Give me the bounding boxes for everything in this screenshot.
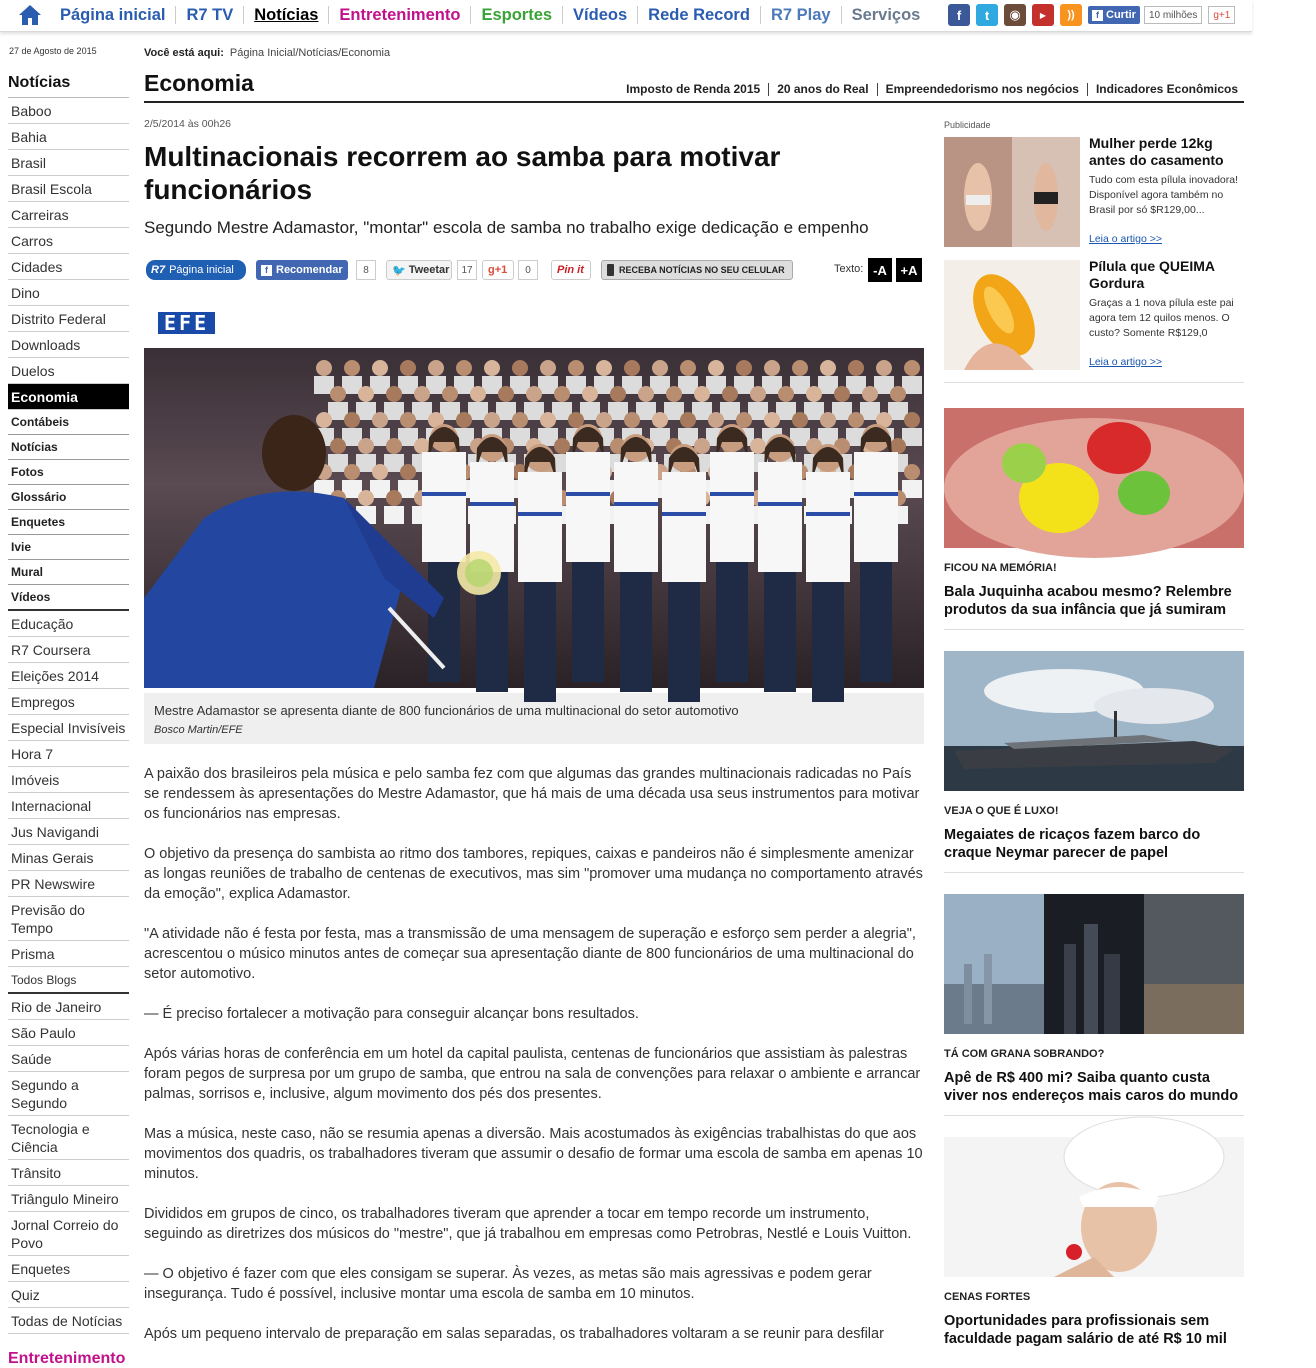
- gplus-count: 0: [518, 260, 538, 280]
- story-title[interactable]: Bala Juquinha acabou mesmo? Relembre produtos da sua infância que já sumiram: [944, 584, 1232, 618]
- article-body: [144, 764, 924, 1344]
- nav-item-r7-tv[interactable]: R7 TV: [176, 6, 244, 24]
- recommend-count: 8: [356, 260, 376, 280]
- ad-label: Publicidade: [944, 120, 991, 130]
- divider: [944, 382, 1244, 383]
- share-bar: [144, 260, 924, 284]
- sidebar-item-jus-navigandi[interactable]: Jus Navigandi: [8, 819, 129, 845]
- sidebar-item-jornal-correio-do-povo[interactable]: Jornal Correio do Povo: [8, 1212, 129, 1256]
- breadcrumb: [144, 47, 390, 59]
- story-image[interactable]: [944, 1137, 1244, 1277]
- sidebar-item-empregos[interactable]: Empregos: [8, 689, 129, 715]
- nav-item-servicos[interactable]: Serviços: [851, 6, 921, 24]
- divider: [944, 1115, 1244, 1116]
- r7-home-label: Página inicial: [169, 264, 234, 276]
- gplus-button[interactable]: g+1: [1208, 6, 1235, 24]
- story-image[interactable]: [944, 894, 1244, 1034]
- article-paragraph: A paixão dos brasileiros pela música e pelo samba fez com que algumas das grandes multinacionais radicadas no País se rendessem às apresentações do Mestre Adamastor, que há mais de uma década usa seus instrumentos para motivar os funcionários nas empresas.: [144, 766, 920, 822]
- article-paragraph: Mas a música, neste caso, não se resumia apenas a diversão. Mais acostumados às exigências trabalhistas do que aos movimentos dos quadris, os trabalhadores tiveram que assumir o desafio de formar uma escola de samba em apenas 10 minutos.: [144, 1126, 923, 1182]
- photo-credit: Bosco Martin/EFE: [154, 724, 243, 736]
- sidebar-item-r7-coursera[interactable]: R7 Coursera: [8, 637, 129, 663]
- ad-image[interactable]: [944, 137, 1080, 247]
- ad-image[interactable]: [944, 260, 1080, 370]
- nav-item-rede-record[interactable]: Rede Record: [638, 6, 761, 24]
- youtube-icon[interactable]: ▶: [1032, 4, 1054, 26]
- sidebar-item-prisma[interactable]: Prisma: [8, 941, 129, 967]
- ad-link[interactable]: Leia o artigo >>: [1089, 356, 1162, 368]
- section-divider: [144, 101, 1244, 103]
- sidebar-item-bahia[interactable]: Bahia: [8, 124, 129, 150]
- article-paragraph: Divididos em grupos de cinco, os trabalhadores tiveram que aprender a tocar em tempo recorde um instrumento, seguindo as diretrizes dos músicos do "mestre", que já trabalhou em empresas como Petrobras, Nestlé e Louis Vuitton.: [144, 1206, 912, 1242]
- sidebar-item-noticias[interactable]: Notícias: [8, 435, 129, 460]
- sidebar-item-previsao-do-tempo[interactable]: Previsão do Tempo: [8, 897, 129, 941]
- sidebar-item-economia[interactable]: Economia: [8, 384, 129, 410]
- right-column: [944, 120, 1244, 1348]
- story-title[interactable]: Megaiates de ricaços fazem barco do craque Neymar parecer de papel: [944, 827, 1201, 861]
- breadcrumb-path[interactable]: Página Inicial/Notícias/Economia: [229, 47, 391, 59]
- story-tag: CENAS FORTES: [944, 1291, 1031, 1303]
- main-menu: [50, 0, 930, 30]
- article-paragraph: O objetivo da presença do sambista ao ritmo dos tambores, repiques, caixas e pandeiros não é simplesmente amenizar as longas reuniões de trabalho de centenas de executivos, mas sim "promover uma mudança no comportamento através da emoção", explica Adamastor.: [144, 846, 923, 902]
- sidebar-item-saude[interactable]: Saúde: [8, 1046, 129, 1072]
- story-tag: FICOU NA MEMÓRIA!: [944, 562, 1057, 574]
- ad-item[interactable]: [944, 258, 1244, 376]
- sidebar-item-eleicoes-2014[interactable]: Eleições 2014: [8, 663, 129, 689]
- tweet-count: 17: [457, 260, 477, 280]
- section-link-empreendedorismo-nos-negocios[interactable]: Empreendedorismo nos negócios: [878, 83, 1088, 96]
- sidebar-item-carreiras[interactable]: Carreiras: [8, 202, 129, 228]
- article-paragraph: "A atividade não é festa por festa, mas a transmissão de uma mensagem de superação e esforço sem perder a alegria", acrescentou o músico minutos antes de começar sua apresentação diante de 800 funcionários de uma multinacional do setor automotivo.: [144, 926, 916, 982]
- ad-title[interactable]: Pílula que QUEIMA Gordura: [1089, 258, 1215, 291]
- sidebar-item-duelos[interactable]: Duelos: [8, 358, 129, 384]
- gplus-label: +1: [494, 264, 508, 276]
- gplus-icon: g: [488, 264, 495, 276]
- tweet-label: Tweetar: [408, 264, 450, 276]
- pinit-button[interactable]: Pin it: [551, 260, 591, 280]
- caption-text: Mestre Adamastor se apresenta diante de 800 funcionários de uma multinacional do setor automotivo: [154, 703, 739, 718]
- sidebar-item-downloads[interactable]: Downloads: [8, 332, 129, 358]
- sidebar-list-3: [8, 994, 129, 1334]
- nav-item-r7-play[interactable]: R7 Play: [761, 6, 842, 24]
- ad-description: Graças a 1 nova pílula este pai agora tem 12 quilos menos. O custo? Somente R$129,0: [1089, 297, 1234, 339]
- story-tag: TÁ COM GRANA SOBRANDO?: [944, 1048, 1105, 1060]
- sidebar-item-educacao[interactable]: Educação: [8, 611, 129, 637]
- sidebar-item-contabeis[interactable]: Contábeis: [8, 410, 129, 435]
- sidebar-item-minas-gerais[interactable]: Minas Gerais: [8, 845, 129, 871]
- social-links: [948, 4, 1235, 26]
- text-size-label: Texto:: [834, 263, 864, 275]
- sidebar-item-tecnologia-e-ciencia[interactable]: Tecnologia e Ciência: [8, 1116, 129, 1160]
- nav-item-noticias[interactable]: Notícias: [244, 6, 329, 24]
- sidebar-item-enquetes[interactable]: Enquetes: [8, 510, 129, 535]
- sidebar-item-baboo[interactable]: Baboo: [8, 98, 129, 124]
- twitter-bird-icon: 🐦: [392, 264, 406, 277]
- article-paragraph: — O objetivo é fazer com que eles consigam se superar. Às vezes, as metas são mais agressivas e podem gerar insegurança. Tudo é possível, inclusive montar uma escola de samba em 10 minutos.: [144, 1266, 872, 1302]
- story-image[interactable]: [944, 408, 1244, 548]
- sidebar-item-especial-invisiveis[interactable]: Especial Invisíveis: [8, 715, 129, 741]
- ad-item[interactable]: [944, 135, 1244, 253]
- sidebar-item-pr-newswire[interactable]: PR Newswire: [8, 871, 129, 897]
- section-title[interactable]: Economia: [144, 70, 254, 96]
- sidebar-item-enquetes[interactable]: Enquetes: [8, 1256, 129, 1282]
- divider: [944, 629, 1244, 630]
- sidebar-item-sao-paulo[interactable]: São Paulo: [8, 1020, 129, 1046]
- twitter-icon[interactable]: t: [976, 4, 998, 26]
- phone-icon: [607, 264, 614, 276]
- story-card[interactable]: [944, 651, 1244, 873]
- sidebar-item-distrito-federal[interactable]: Distrito Federal: [8, 306, 129, 332]
- article-title: Multinacionais recorrem ao samba para motivar funcionários: [144, 141, 781, 205]
- article-paragraph: Após um pequeno intervalo de preparação em salas separadas, os trabalhadores voltaram a se reunir para desfilar: [144, 1326, 884, 1342]
- sidebar-item-glossario[interactable]: Glossário: [8, 485, 129, 510]
- r7-logo-icon: R7: [151, 264, 166, 276]
- left-sidebar: [8, 74, 129, 1368]
- sidebar-item-rio-de-janeiro[interactable]: Rio de Janeiro: [8, 994, 129, 1020]
- sidebar-item-triangulo-mineiro[interactable]: Triângulo Mineiro: [8, 1186, 129, 1212]
- article-photo[interactable]: [144, 348, 924, 688]
- ad-title[interactable]: Mulher perde 12kg antes do casamento: [1089, 135, 1224, 168]
- sidebar-item-carros[interactable]: Carros: [8, 228, 129, 254]
- ad-description: Tudo com esta pílula inovadora! Disponível agora também no Brasil por só $R129,00...: [1089, 174, 1239, 216]
- article-lead: Segundo Mestre Adamastor, "montar" escola de samba no trabalho exige dedicação e empenho: [144, 218, 869, 237]
- nav-item-entretenimento[interactable]: Entretenimento: [329, 6, 471, 24]
- article-paragraph: Após várias horas de conferência em um hotel da capital paulista, centenas de funcionários que assistiam às palestras foram pegos de surpresa por um grupo de samba, que entrou na sala de convenções para relaxar o ambiente e arrancar palmas, sorrisos e, inclusive, algum movimento dos pés dos presentes.: [144, 1046, 921, 1102]
- story-image[interactable]: [944, 651, 1244, 791]
- sidebar-list: [8, 98, 129, 384]
- mobile-news-button[interactable]: [601, 260, 793, 280]
- story-title[interactable]: Oportunidades para profissionais sem faculdade pagam salário de até R$ 10 mil: [944, 1313, 1227, 1347]
- sidebar-item-hora-7[interactable]: Hora 7: [8, 741, 129, 767]
- rss-icon[interactable]: )): [1060, 4, 1082, 26]
- efe-logo-text: EFE: [158, 312, 215, 334]
- font-increase-button[interactable]: +A: [896, 258, 922, 282]
- article: [144, 118, 924, 1364]
- story-card[interactable]: [944, 1137, 1244, 1348]
- instagram-icon[interactable]: ◉: [1004, 4, 1026, 26]
- sidebar-item-quiz[interactable]: Quiz: [8, 1282, 129, 1308]
- ad-link[interactable]: Leia o artigo >>: [1089, 233, 1162, 245]
- current-date: 27 de Agosto de 2015: [9, 46, 97, 56]
- sidebar-item-cidades[interactable]: Cidades: [8, 254, 129, 280]
- gplus-share-button[interactable]: [482, 260, 514, 280]
- recommend-label: Recomendar: [276, 264, 343, 276]
- agency-logo: [144, 312, 924, 336]
- nav-item-pagina-inicial[interactable]: Página inicial: [50, 6, 176, 24]
- section-links: [618, 83, 1244, 96]
- sidebar-item-internacional[interactable]: Internacional: [8, 793, 129, 819]
- sidebar-sublist: [8, 410, 129, 611]
- sidebar-section-entretenimento[interactable]: Entretenimento: [8, 1350, 126, 1367]
- facebook-like-button[interactable]: [1088, 6, 1140, 24]
- r7-home-button[interactable]: [146, 260, 246, 280]
- story-title[interactable]: Apê de R$ 400 mi? Saiba quanto custa viver nos endereços mais caros do mundo: [944, 1070, 1239, 1104]
- article-paragraph: — É preciso fortalecer a motivação para conseguir alcançar bons resultados.: [144, 1006, 639, 1022]
- font-decrease-button[interactable]: -A: [868, 258, 892, 282]
- sidebar-item-todos-blogs[interactable]: Todos Blogs: [8, 967, 129, 994]
- nav-item-esportes[interactable]: Esportes: [471, 6, 563, 24]
- section-link-indicadores-economicos[interactable]: Indicadores Econômicos: [1095, 82, 1238, 96]
- article-datetime: 2/5/2014 às 00h26: [144, 118, 231, 130]
- story-tag: VEJA O QUE É LUXO!: [944, 805, 1059, 817]
- sidebar-item-imoveis[interactable]: Imóveis: [8, 767, 129, 793]
- home-icon[interactable]: [18, 4, 42, 26]
- sidebar-item-todas-de-noticias[interactable]: Todas de Notícias: [8, 1308, 129, 1334]
- story-card[interactable]: [944, 408, 1244, 630]
- sidebar-list-2: [8, 611, 129, 967]
- story-card[interactable]: [944, 894, 1244, 1116]
- sidebar-item-fotos[interactable]: Fotos: [8, 460, 129, 485]
- nav-item-videos[interactable]: Vídeos: [563, 6, 638, 24]
- breadcrumb-label: Você está aqui:: [144, 47, 224, 59]
- section-link-20-anos-do-real[interactable]: 20 anos do Real: [769, 83, 877, 96]
- sidebar-item-dino[interactable]: Dino: [8, 280, 129, 306]
- likes-count: 10 milhões: [1144, 6, 1202, 24]
- facebook-icon[interactable]: f: [948, 4, 970, 26]
- sidebar-item-mural[interactable]: Mural: [8, 560, 129, 585]
- recommend-button[interactable]: [256, 260, 348, 280]
- sidebar-item-videos[interactable]: Vídeos: [8, 585, 129, 611]
- tweet-button[interactable]: [386, 260, 452, 280]
- sidebar-item-segundo-a-segundo[interactable]: Segundo a Segundo: [8, 1072, 129, 1116]
- divider: [944, 872, 1244, 873]
- sidebar-item-ivie[interactable]: Ivie: [8, 535, 129, 560]
- facebook-icon: f: [261, 265, 272, 276]
- sidebar-item-brasil[interactable]: Brasil: [8, 150, 129, 176]
- mobile-news-label: RECEBA NOTÍCIAS NO SEU CELULAR: [619, 265, 785, 275]
- curtir-label: Curtir: [1106, 9, 1136, 21]
- sidebar-section-title: Notícias: [8, 74, 129, 98]
- section-link-imposto-de-renda-2015[interactable]: Imposto de Renda 2015: [618, 83, 769, 96]
- facebook-icon: f: [1092, 10, 1103, 21]
- sidebar-item-brasil-escola[interactable]: Brasil Escola: [8, 176, 129, 202]
- top-navigation: [0, 0, 1252, 32]
- sidebar-item-transito[interactable]: Trânsito: [8, 1160, 129, 1186]
